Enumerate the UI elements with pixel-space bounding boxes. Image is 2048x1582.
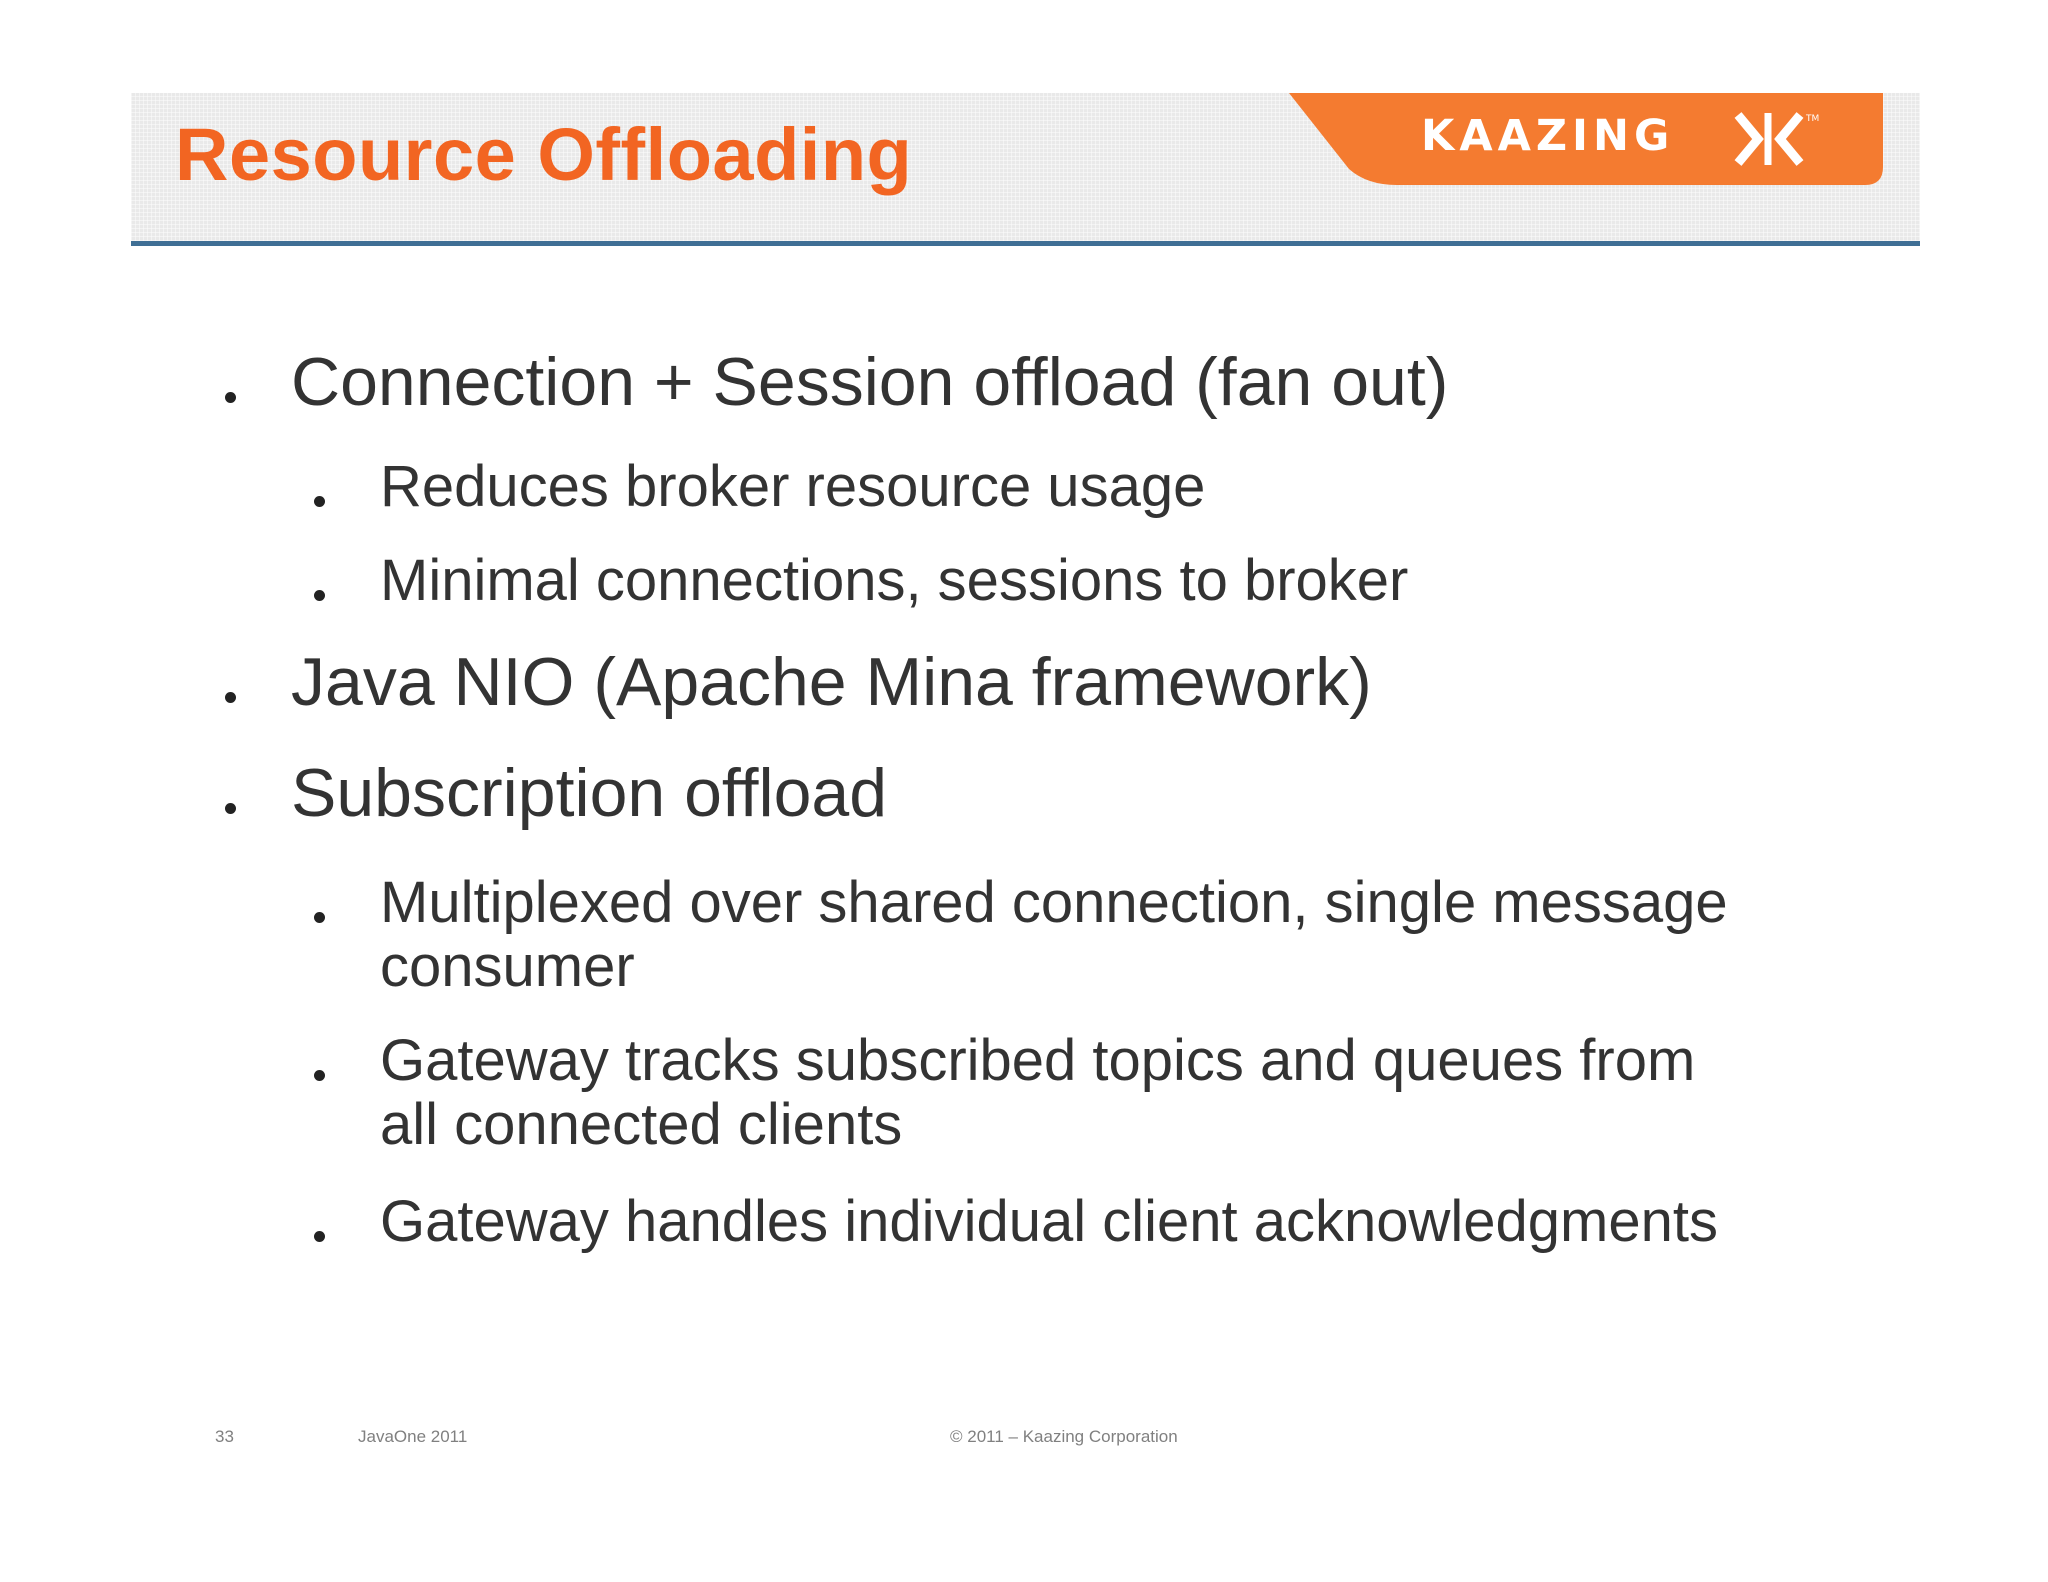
bullet-text-continuation: consumer	[380, 934, 635, 999]
bullet-text: Connection + Session offload (fan out)	[291, 344, 1449, 420]
bullet-dot-icon	[225, 692, 236, 703]
slide-title: Resource Offloading	[175, 113, 913, 196]
trademark-mark: TM	[1806, 114, 1820, 124]
bullet-dot-icon	[314, 590, 325, 601]
bullet-dot-icon	[225, 803, 236, 814]
bullet-dot-icon	[225, 392, 236, 403]
footer-copyright: © 2011 – Kaazing Corporation	[950, 1427, 1178, 1446]
logo-wordmark: KAAZING	[1421, 111, 1675, 161]
bullet-text: Subscription offload	[291, 755, 888, 831]
bullet-text-continuation: all connected clients	[380, 1092, 903, 1157]
bullet-dot-icon	[314, 1231, 325, 1242]
bullet-dot-icon	[314, 1070, 325, 1081]
bullet-text: Java NIO (Apache Mina framework)	[291, 644, 1372, 720]
bullet-text: Minimal connections, sessions to broker	[380, 548, 1409, 613]
bullet-text: Gateway handles individual client acknowledgments	[380, 1189, 1718, 1254]
footer-event: JavaOne 2011	[358, 1427, 468, 1446]
bullet-text: Reduces broker resource usage	[380, 454, 1206, 519]
bullet-text: Multiplexed over shared connection, single message	[380, 870, 1728, 935]
bullet-text: Gateway tracks subscribed topics and queues from	[380, 1028, 1696, 1093]
bullet-dot-icon	[314, 912, 325, 923]
footer-page-number: 33	[215, 1427, 234, 1446]
bullet-dot-icon	[314, 496, 325, 507]
